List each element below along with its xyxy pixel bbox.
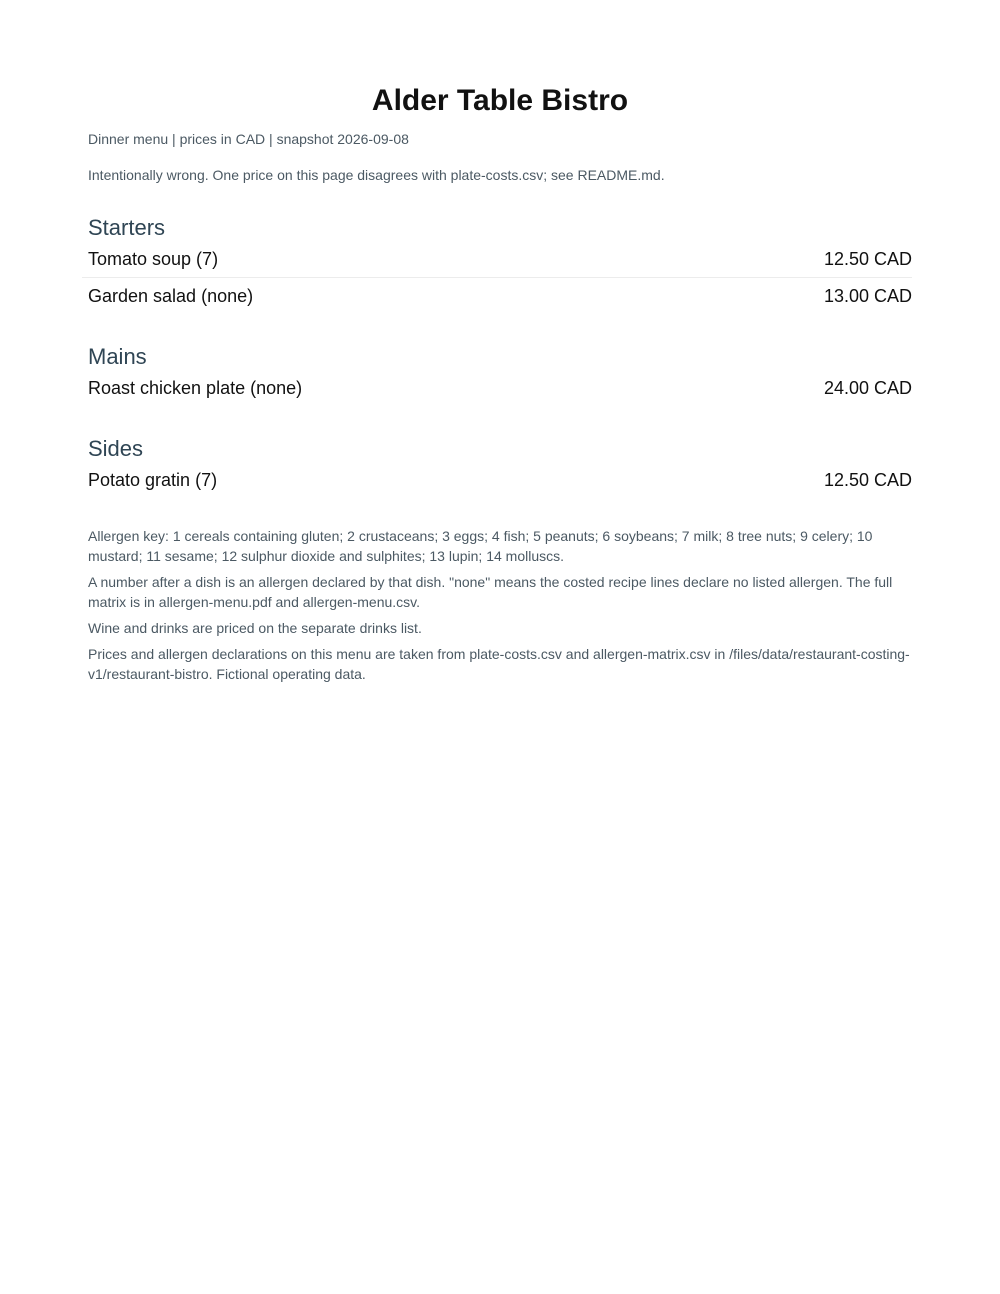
starters-list [88, 241, 912, 314]
section-sides [88, 436, 912, 498]
menu-meta-line: Dinner menu | prices in CAD | snapshot 2026-09-08 [88, 131, 409, 147]
menu-item-price: 12.50 CAD [823, 469, 912, 490]
section-starters [88, 215, 912, 314]
allergen-key-note: Allergen key: 1 cereals containing gluten; 2 crustaceans; 3 eggs; 4 fish; 5 peanuts; 6 soybeans; 7 milk; 8 tree nuts; 9 celery; 10 mustard; 11 sesame; 12 sulphur dioxide and sulphites; 13 lupin; 14 molluscs. [88, 528, 873, 564]
menu-item-price: 24.00 CAD [823, 377, 912, 398]
allergen-explainer-note: A number after a dish is an allergen declared by that dish. "none" means the costed recipe lines declare no listed allergen. The full matrix is in allergen-menu.pdf and allergen-menu.csv. [88, 574, 893, 610]
section-mains [88, 344, 912, 406]
section-heading-sides: Sides [88, 436, 144, 461]
warning-note: Intentionally wrong. One price on this page disagrees with plate-costs.csv; see README.md. [88, 167, 665, 183]
menu-item-price: 12.50 CAD [823, 248, 912, 269]
menu-item-tomato-soup [88, 241, 912, 277]
footer-notes [88, 526, 912, 684]
menu-item-name: Garden salad (none) [88, 285, 254, 306]
section-heading-mains: Mains [88, 344, 147, 369]
page-title: Alder Table Bistro [371, 84, 629, 117]
menu-item-price: 13.00 CAD [823, 285, 912, 306]
drinks-note: Wine and drinks are priced on the separate drinks list. [88, 620, 422, 636]
menu-item-roast-chicken-plate [88, 370, 912, 406]
sources-note: Prices and allergen declarations on this menu are taken from plate-costs.csv and allergen-matrix.csv in /files/data/restaurant-costing-v1/restaurant-bistro. Fictional operating data. [88, 646, 910, 682]
menu-item-potato-gratin [88, 462, 912, 498]
menu-item-name: Potato gratin (7) [88, 469, 218, 490]
menu-item-name: Roast chicken plate (none) [88, 377, 303, 398]
menu-item-name: Tomato soup (7) [88, 248, 219, 269]
section-heading-starters: Starters [88, 215, 166, 240]
mains-list [88, 370, 912, 406]
menu-item-garden-salad [82, 277, 912, 314]
sides-list [88, 462, 912, 498]
